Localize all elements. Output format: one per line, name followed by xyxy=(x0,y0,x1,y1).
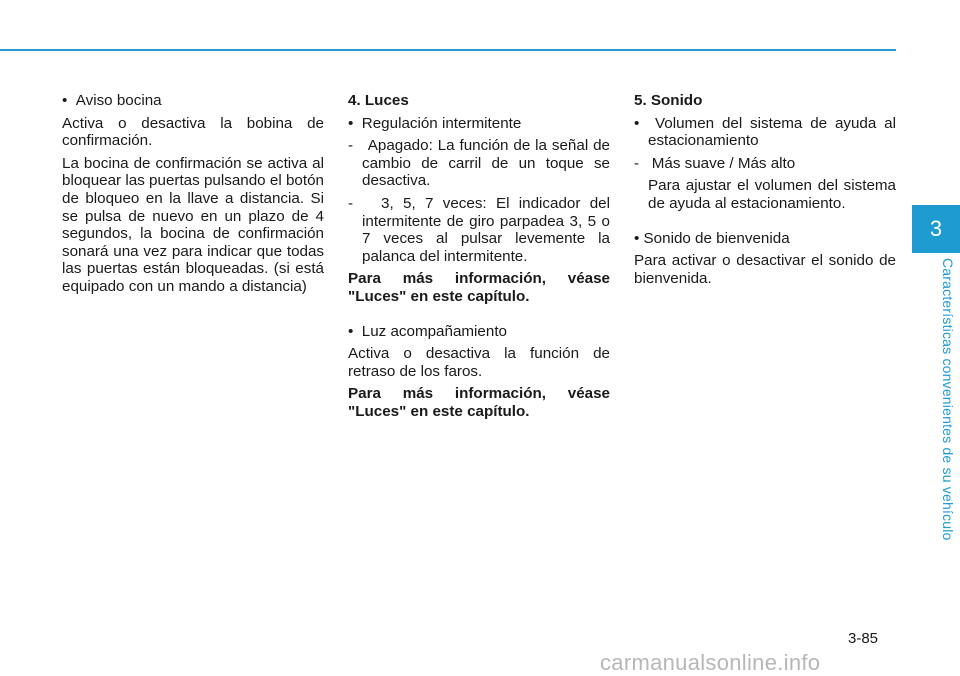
paragraph: Para activar o desactivar el sonido de bienvenida. xyxy=(634,252,896,287)
bullet-regulacion: • Regulación intermitente xyxy=(348,114,522,132)
note: Para más información, véase "Luces" en este capítulo. xyxy=(348,385,610,420)
dash-item: - Más suave / Más alto xyxy=(634,154,796,172)
bullet-luz-acompanamiento: • Luz acompañamiento xyxy=(348,322,507,340)
dash-item: - 3, 5, 7 veces: El indicador del intermitente de giro parpadea 3, 5 o 7 veces al pulsar levemente la palanca del intermitente. xyxy=(348,194,610,265)
column-2 xyxy=(348,92,610,426)
page-number: 3-85 xyxy=(848,630,879,647)
bullet-sonido-bienvenida: • Sonido de bienvenida xyxy=(634,229,790,247)
paragraph: Activa o desactiva la función de retraso de los faros. xyxy=(348,345,610,380)
bullet-volumen: • Volumen del sistema de ayuda al estacionamiento xyxy=(634,114,896,150)
dash-item: - Apagado: La función de la señal de cambio de carril de un toque se desactiva. xyxy=(348,137,610,190)
paragraph: Activa o desactiva la bobina de confirmación. xyxy=(62,114,324,150)
paragraph: Para ajustar el volumen del sistema de ayuda al estacionamiento. xyxy=(648,177,896,212)
column-1 xyxy=(62,92,324,301)
section-heading-sonido: 5. Sonido xyxy=(634,92,703,109)
chapter-number-tab: 3 xyxy=(912,205,960,253)
paragraph: La bocina de confirmación se activa al bloquear las puertas pulsando el botón de bloqueo en la llave a distancia. Si se pulsa de nuevo en un plazo de 4 segundos, la bocina de confirmación sonará una vez para indicar que todas las puertas están bloqueadas. (si está equipado con un mando a distancia) xyxy=(62,154,324,295)
watermark: carmanualsonline.info xyxy=(600,650,821,675)
header-rule xyxy=(0,49,896,51)
section-heading-luces: 4. Luces xyxy=(348,92,409,109)
bullet-aviso-bocina: • Aviso bocina xyxy=(62,92,162,109)
chapter-title: Características convenientes de su vehículo xyxy=(940,258,956,541)
note: Para más información, véase "Luces" en este capítulo. xyxy=(348,270,610,305)
column-3 xyxy=(634,92,896,292)
